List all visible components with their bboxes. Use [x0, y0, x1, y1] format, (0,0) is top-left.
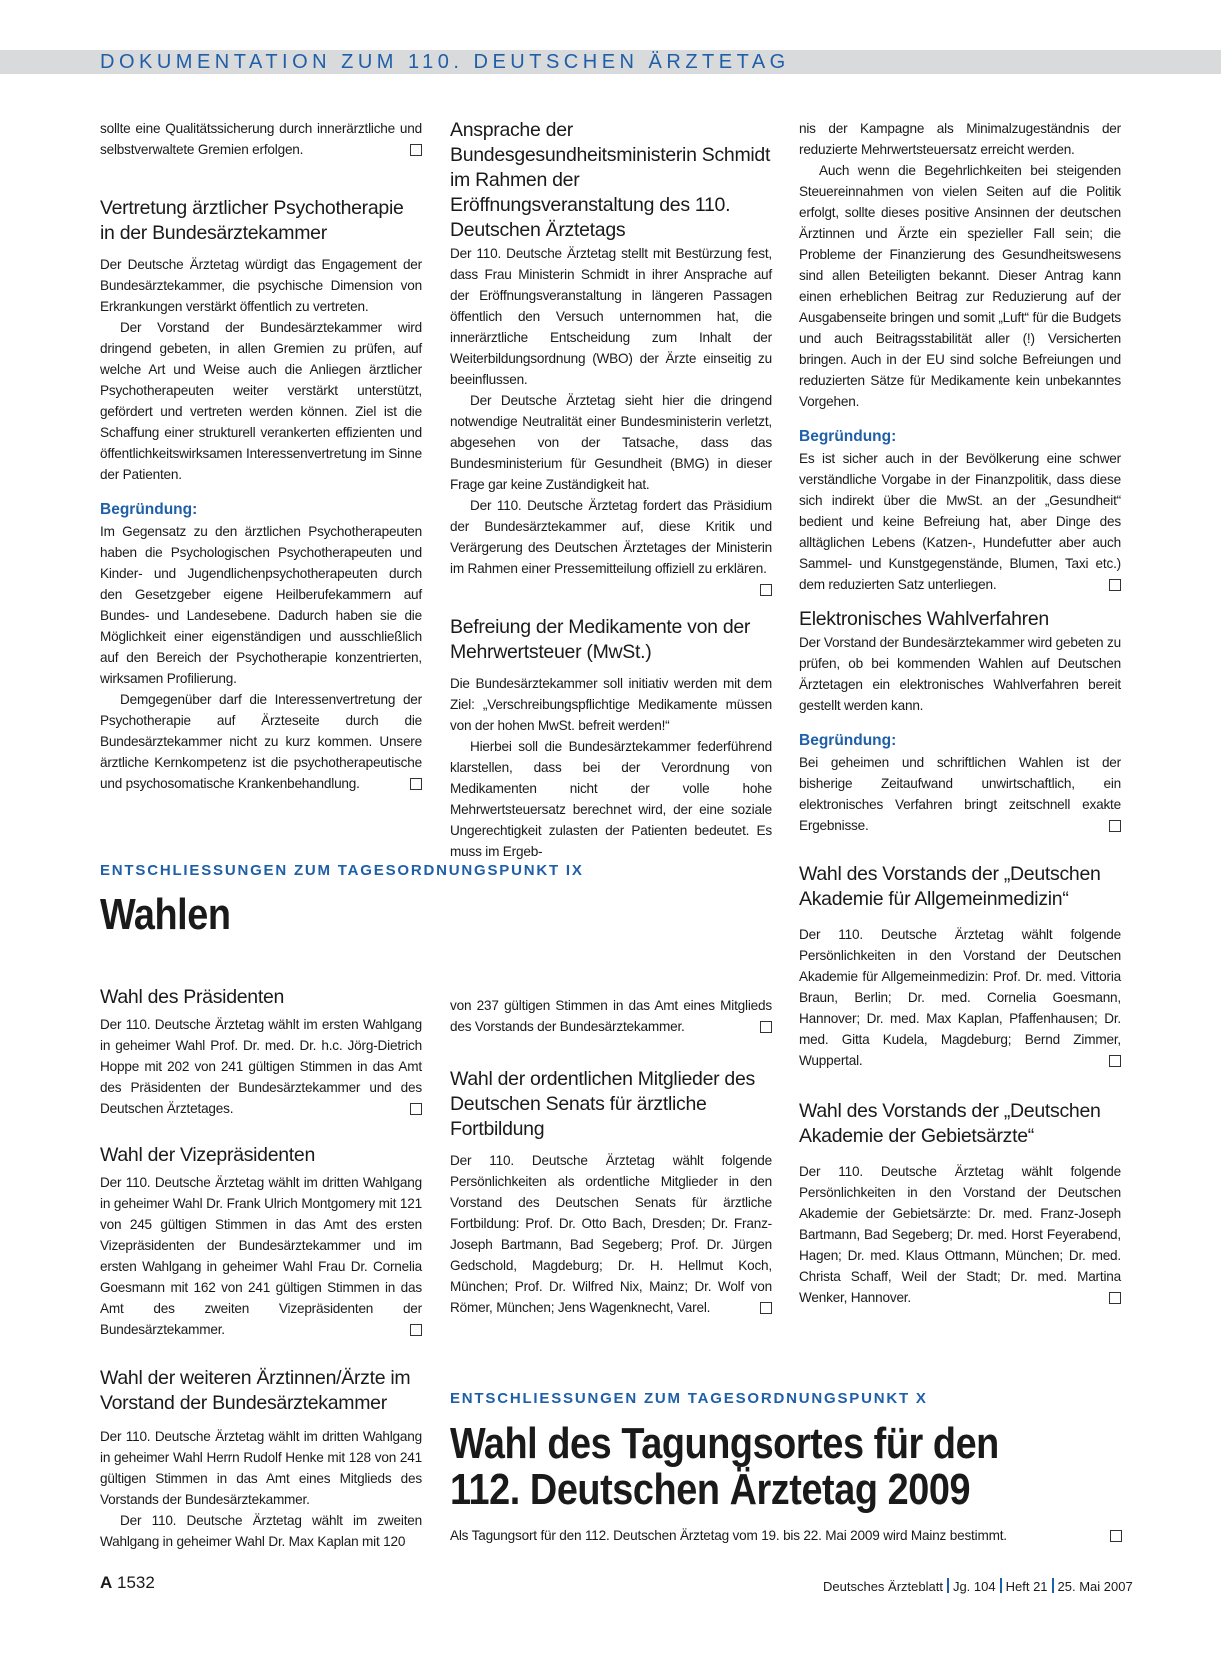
- section-heading: Wahl des Vorstands der „Deutschen Akademie für Allgemeinmedizin“: [799, 863, 1101, 910]
- column-2: [450, 118, 772, 862]
- section-heading: Elektronisches Wahlverfahren: [799, 608, 1049, 630]
- end-mark-icon: [1109, 579, 1121, 591]
- paragraph: Der 110. Deutsche Ärztetag wählt im ersten Wahlgang in geheimer Wahl Prof. Dr. med. Dr. h.c. Jörg-Dietrich Hoppe mit 202 von 241 gültigen Stimmen in das Amt des Präsidenten der Bundesärztekammer und des Deutschen Ärztetages.: [100, 1017, 422, 1116]
- paragraph: Der 110. Deutsche Ärztetag wählt im dritten Wahlgang in geheimer Wahl Herrn Rudolf Henke mit 128 von 241 gültigen Stimmen in das Amt eines Mitglieds des Vorstands der Bundesärztekammer.: [100, 1429, 422, 1507]
- section-title: Wahl des Tagungsortes für den 112. Deutschen Ärztetag 2009: [450, 1419, 999, 1514]
- column-1: [100, 118, 422, 794]
- paragraph: Demgegenüber darf die Interessenvertretung der Psychotherapie auf Ärzteseite durch die Bundesärztekammer nicht zu kurz kommen. Unsere ärztliche Kernkompetenz ist die psychotherapeutische und psychosomatische Krankenbehandlung.: [100, 692, 422, 791]
- end-mark-icon: [410, 1324, 422, 1336]
- paragraph: Es ist sicher auch in der Bevölkerung eine schwer verständliche Vorgabe in der Finanzpolitik, dass diese sich indirekt über die MwSt. an der „Gesundheit“ bedient und keine Befreiung hat, aber Dinge des alltäglichen Lebens (Katzen-, Hundefutter aber auch Sammel- und Kunstgegenstände, Blumen, Taxi etc.) dem reduzierten Satz unterliegen.: [799, 451, 1121, 592]
- paragraph: Der Deutsche Ärztetag sieht hier die dringend notwendige Neutralität einer Bundesministerin verletzt, abgesehen von der Tatsache, dass das Bundesministerium für Gesundheit (BMG) in dieser Frage gar keine Zuständigkeit hat.: [450, 393, 772, 492]
- section-heading: Wahl der weiteren Ärztinnen/Ärzte im Vorstand der Bundesärztekammer: [100, 1367, 411, 1414]
- wahlen-column-3: [799, 862, 1121, 1308]
- end-mark-icon: [1109, 1292, 1121, 1304]
- wahlen-header: [100, 862, 800, 941]
- section-kicker: ENTSCHLIESSUNGEN ZUM TAGESORDNUNGSPUNKT X: [450, 1390, 928, 1407]
- paragraph: Der 110. Deutsche Ärztetag wählt folgende Persönlichkeiten in den Vorstand der Deutschen Akademie für Allgemeinmedizin: Prof. Dr. med. Vittoria Braun, Berlin; Dr. med. Cornelia Goesmann, Hannover; Dr. med. Max Kaplan, Pfaffenhausen; Dr. med. Gitta Kudela, Magdeburg; Bernd Zimmer, Wuppertal.: [799, 927, 1121, 1068]
- end-mark-icon: [1110, 1530, 1122, 1542]
- paragraph: Der 110. Deutsche Ärztetag wählt folgende Persönlichkeiten in den Vorstand der Deutschen Akademie der Gebietsärzte: Dr. med. Franz-Joseph Bartmann, Bad Segeberg; Dr. med. Horst Feyerabend, Hagen; Dr. med. Klaus Ottmann, München; Dr. med. Christa Schaff, Weil der Stadt; Dr. med. Martina Wenker, Hannover.: [799, 1164, 1121, 1305]
- section-heading: Vertretung ärztlicher Psychotherapie in der Bundesärztekammer: [100, 197, 404, 244]
- paragraph: Der 110. Deutsche Ärztetag wählt im dritten Wahlgang in geheimer Wahl Dr. Frank Ulrich Montgomery mit 121 von 245 gültigen Stimmen in das Amt des ersten Vizepräsidenten der Bundesärztekammer und im ersten Wahlgang in geheimer Wahl Frau Dr. Cornelia Goesmann mit 162 von 241 gültigen Stimmen in das Amt des zweiten Vizepräsidenten der Bundesärztekammer.: [100, 1175, 422, 1337]
- section-heading: Befreiung der Medikamente von der Mehrwertsteuer (MwSt.): [450, 616, 751, 663]
- begruendung-label: Begründung:: [799, 732, 897, 749]
- paragraph: Der 110. Deutsche Ärztetag fordert das Präsidium der Bundesärztekammer auf, diese Kritik und Verärgerung des Deutschen Ärztetages der Ministerin im Rahmen einer Pressemitteilung offiziell zu erklären.: [450, 495, 772, 579]
- end-mark-icon: [760, 1302, 772, 1314]
- end-mark-icon: [1109, 1055, 1121, 1067]
- journal-footer: Deutsches Ärzteblatt Jg. 104 Heft 21 25. Mai 2007: [823, 1579, 1133, 1594]
- tagungsort-section: [450, 1390, 1122, 1546]
- begruendung-label: Begründung:: [799, 428, 897, 445]
- paragraph: Der 110. Deutsche Ärztetag stellt mit Bestürzung fest, dass Frau Ministerin Schmidt in ihrer Ansprache auf der Eröffnungsveranstaltung in längeren Passagen öffentlich den Versuch unternommen hat, die innerärztliche Entscheidung zum Inhalt der Weiterbildungsordnung (WBO) der Ärzte einseitig zu beeinflussen.: [450, 246, 772, 387]
- end-mark-icon: [410, 778, 422, 790]
- column-3: [799, 118, 1121, 836]
- section-heading: Wahl der ordentlichen Mitglieder des Deutschen Senats für ärztliche Fortbildung: [450, 1068, 755, 1140]
- section-heading: Ansprache der Bundesgesundheitsministerin Schmidt im Rahmen der Eröffnungsveranstaltung des 110. Deutschen Ärztetags: [450, 119, 771, 241]
- end-mark-icon: [760, 584, 772, 596]
- begruendung-label: Begründung:: [100, 501, 198, 518]
- paragraph: Im Gegensatz zu den ärztlichen Psychotherapeuten haben die Psychologischen Psychotherapeuten und Kinder- und Jugendlichenpsychotherapeuten durch den Gesetzgeber eigene Heilberufekammern auf Bundes- und Landesebene. Dadurch haben sie die Möglichkeit einer eigenständigen und ausschließlich auf den Bereich der Psychotherapie konzentrierten, wirksamen Profilierung.: [100, 524, 422, 686]
- end-mark-icon: [410, 1103, 422, 1115]
- paragraph: Auch wenn die Begehrlichkeiten bei steigenden Steuereinnahmen von vielen Seiten auf die Politik erfolgt, sollte dieses positive Ansinnen der deutschen Ärztinnen und Ärzte ein spezieller Fall sein; die Probleme der Finanzierung des Gesundheitswesens sind allen Beteiligten bekannt. Dieser Antrag kann einen erheblichen Beitrag zur Reduzierung auf der Ausgabenseite bringen und somit „Luft“ für die Budgets und auch Beitragsstabilität aller (!) Versicherten bringen. Auch in der EU sind solche Befreiungen und reduzierten Sätze für Medikamente kein unbekanntes Vorgehen.: [799, 163, 1121, 409]
- paragraph: nis der Kampagne als Minimalzugeständnis der reduzierte Mehrwertsteuersatz erreicht werden.: [799, 121, 1121, 157]
- paragraph: Die Bundesärztekammer soll initiativ werden mit dem Ziel: „Verschreibungspflichtige Medikamente müssen von der hohen MwSt. befreit werden!“: [450, 676, 772, 733]
- paragraph: Als Tagungsort für den 112. Deutschen Ärztetag vom 19. bis 22. Mai 2009 wird Mainz bestimmt.: [450, 1525, 1122, 1546]
- end-mark-icon: [760, 1021, 772, 1033]
- page-number: A 1532: [100, 1573, 155, 1592]
- intro-paragraph: sollte eine Qualitätssicherung durch innerärztliche und selbstverwaltete Gremien erfolgen.: [100, 121, 422, 157]
- section-title: Wahlen: [100, 890, 231, 939]
- paragraph: Der Vorstand der Bundesärztekammer wird gebeten zu prüfen, ob bei kommenden Wahlen auf Deutschen Ärztetagen ein elektronisches Wahlverfahren bereit gestellt werden kann.: [799, 635, 1121, 713]
- paragraph: Der Vorstand der Bundesärztekammer wird dringend gebeten, in allen Gremien zu prüfen, auf welche Art und Weise auch die Anliegen ärztlicher Psychotherapeuten weiter verstärkt unterstützt, gefördert und vertreten werden können. Ziel ist die Schaffung einer strukturell verankerten effizienten und öffentlichkeitswirksamen Interessenvertretung im Sinne der Patienten.: [100, 320, 422, 482]
- paragraph: Bei geheimen und schriftlichen Wahlen ist der bisherige Zeitaufwand unwirtschaftlich, ein elektronisches Verfahren bringt zeitschnell exakte Ergebnisse.: [799, 755, 1121, 833]
- wahlen-column-2: [450, 995, 772, 1318]
- section-kicker: ENTSCHLIESSUNGEN ZUM TAGESORDNUNGSPUNKT IX: [100, 862, 584, 879]
- section-heading: Wahl der Vizepräsidenten: [100, 1144, 316, 1166]
- end-mark-icon: [410, 144, 422, 156]
- paragraph: Der Deutsche Ärztetag würdigt das Engagement der Bundesärztekammer, die psychische Dimension von Erkrankungen verstärkt öffentlich zu vertreten.: [100, 257, 422, 314]
- running-header: DOKUMENTATION ZUM 110. DEUTSCHEN ÄRZTETAG: [100, 51, 790, 73]
- section-heading: Wahl des Vorstands der „Deutschen Akademie der Gebietsärzte“: [799, 1100, 1101, 1147]
- paragraph: von 237 gültigen Stimmen in das Amt eines Mitglieds des Vorstands der Bundesärztekammer.: [450, 998, 772, 1034]
- paragraph: Hierbei soll die Bundesärztekammer federführend klarstellen, dass bei der Verordnung von Medikamenten nicht der volle hohe Mehrwertsteuersatz berechnet wird, der eine soziale Ungerechtigkeit zulasten der Patienten bedeutet. Es muss im Ergeb-: [450, 739, 772, 859]
- paragraph: Der 110. Deutsche Ärztetag wählt folgende Persönlichkeiten als ordentliche Mitglieder in den Vorstand des Deutschen Senats für ärztliche Fortbildung: Prof. Dr. Otto Bach, Dresden; Dr. Franz-Joseph Bartmann, Bad Segeberg; Prof. Dr. Jürgen Gedschold, Magdeburg; Dr. H. Hellmut Koch, München; Prof. Dr. Wilfred Nix, Mainz; Dr. Wolf von Römer, München; Jens Wagenknecht, Varel.: [450, 1153, 772, 1315]
- paragraph: Der 110. Deutsche Ärztetag wählt im zweiten Wahlgang in geheimer Wahl Dr. Max Kaplan mit 120: [100, 1513, 422, 1549]
- wahlen-column-1: [100, 985, 422, 1340]
- wahlen-column-1b: [100, 1366, 422, 1552]
- section-heading: Wahl des Präsidenten: [100, 986, 285, 1008]
- end-mark-icon: [1109, 820, 1121, 832]
